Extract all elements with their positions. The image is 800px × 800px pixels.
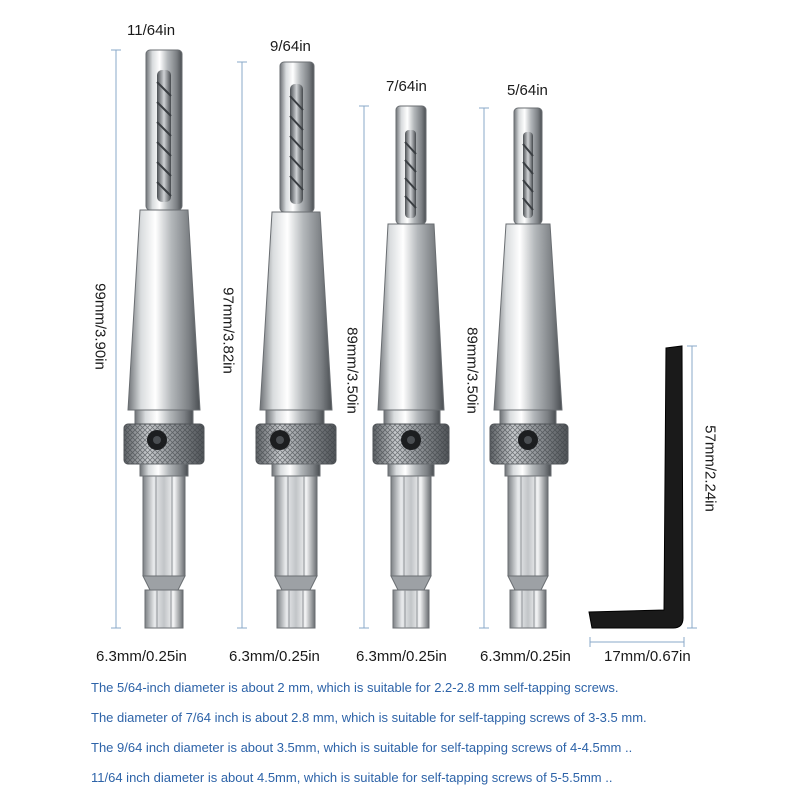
bit-length-label: 89mm/3.50in [343,327,361,414]
bit-size-label: 9/64in [270,38,311,55]
bit-shank-label: 6.3mm/0.25in [480,648,571,665]
note-line: The diameter of 7/64 inch is about 2.8 mm, which is suitable for self-tapping screws of 3-3.5 mm. [91,710,647,725]
drill-bit-4 [490,108,568,628]
hex-key-wrench [589,346,683,628]
note-line: The 9/64 inch diameter is about 3.5mm, which is suitable for self-tapping screws of 4-4.5mm .. [91,740,633,755]
wrench-width-label: 17mm/0.67in [604,648,691,665]
bit-shank-label: 6.3mm/0.25in [96,648,187,665]
note-line: The 5/64-inch diameter is about 2 mm, which is suitable for 2.2-2.8 mm self-tapping screws. [91,680,619,695]
bit-size-label: 11/64in [127,22,176,39]
bit-shank-label: 6.3mm/0.25in [229,648,320,665]
bit-size-label: 5/64in [507,82,548,99]
bit-shank-label: 6.3mm/0.25in [356,648,447,665]
note-line: 11/64 inch diameter is about 4.5mm, which is suitable for self-tapping screws of 5-5.5mm .. [91,770,613,785]
drill-bit-3 [373,106,449,628]
drill-bit-1 [124,50,204,628]
bit-length-label: 89mm/3.50in [463,327,481,414]
bit-size-label: 7/64in [386,78,427,95]
wrench-length-label: 57mm/2.24in [701,425,719,512]
bit-length-label: 99mm/3.90in [91,283,109,370]
drill-bit-2 [256,62,336,628]
bit-length-label: 97mm/3.82in [219,287,237,374]
